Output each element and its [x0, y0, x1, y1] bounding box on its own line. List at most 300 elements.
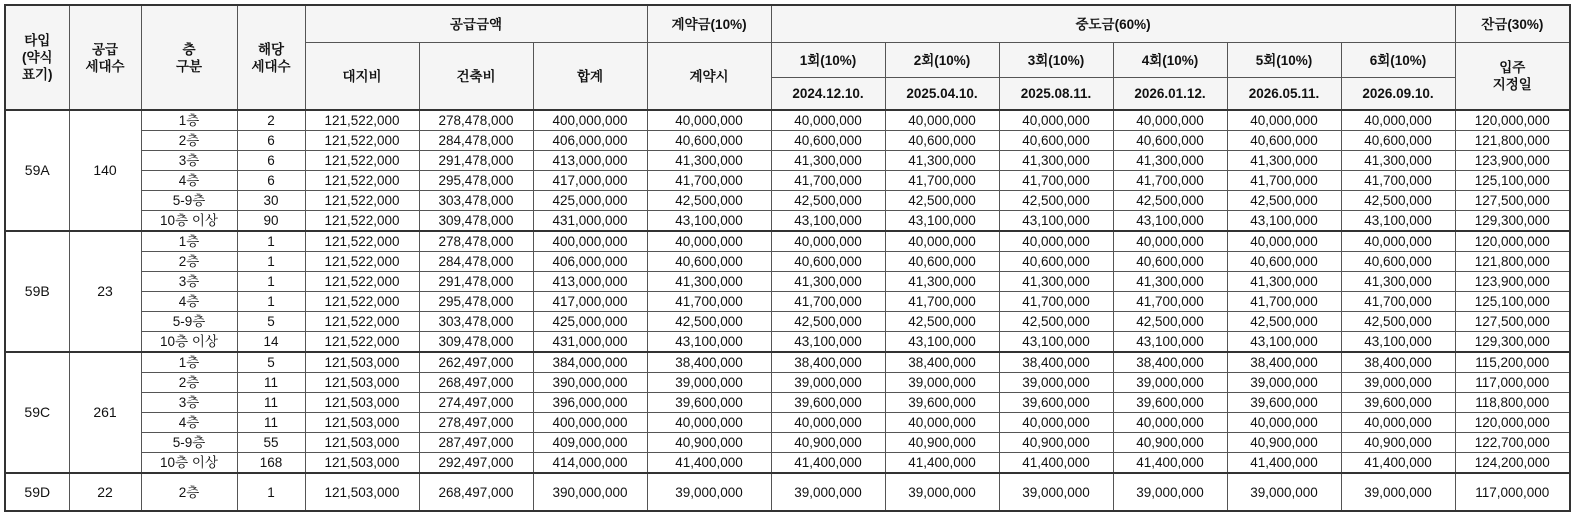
unit-count-cell: 14 — [237, 332, 305, 353]
table-row — [5, 252, 1570, 272]
floor-cell: 4층 — [141, 292, 237, 312]
balance-cell: 121,800,000 — [1455, 252, 1570, 272]
total-cell: 417,000,000 — [533, 292, 647, 312]
installment-cell: 38,400,000 — [999, 352, 1113, 373]
table-row — [5, 231, 1570, 252]
installment-cell: 41,400,000 — [1227, 453, 1341, 474]
installment-cell: 40,900,000 — [1227, 433, 1341, 453]
installment-cell: 41,700,000 — [1227, 292, 1341, 312]
installment-cell: 40,600,000 — [1341, 131, 1455, 151]
balance-cell: 123,900,000 — [1455, 272, 1570, 292]
installment-cell: 39,000,000 — [1113, 373, 1227, 393]
installment-cell: 41,700,000 — [999, 292, 1113, 312]
installment-cell: 42,500,000 — [999, 312, 1113, 332]
installment-cell: 41,300,000 — [885, 151, 999, 171]
table-row — [5, 110, 1570, 131]
total-cell: 417,000,000 — [533, 171, 647, 191]
total-cell: 406,000,000 — [533, 131, 647, 151]
building-cell: 278,478,000 — [419, 110, 533, 131]
installment-cell: 40,000,000 — [1227, 110, 1341, 131]
building-cell: 303,478,000 — [419, 191, 533, 211]
installment-cell: 40,000,000 — [771, 110, 885, 131]
installment-cell: 40,000,000 — [999, 413, 1113, 433]
installment-cell: 41,300,000 — [1341, 272, 1455, 292]
land-cell: 121,522,000 — [305, 191, 419, 211]
unit-count-cell: 5 — [237, 312, 305, 332]
installment-cell: 40,000,000 — [885, 413, 999, 433]
balance-cell: 127,500,000 — [1455, 191, 1570, 211]
building-cell: 278,478,000 — [419, 231, 533, 252]
installment-cell: 39,000,000 — [1113, 473, 1227, 511]
balance-cell: 121,800,000 — [1455, 131, 1570, 151]
installment-cell: 41,400,000 — [1341, 453, 1455, 474]
installment-cell: 40,000,000 — [1113, 413, 1227, 433]
table-row — [5, 171, 1570, 191]
supply-units-cell: 140 — [69, 110, 141, 231]
deposit-cell: 38,400,000 — [647, 352, 771, 373]
total-cell: 413,000,000 — [533, 272, 647, 292]
land-cell: 121,522,000 — [305, 110, 419, 131]
deposit-cell: 43,100,000 — [647, 211, 771, 232]
installment-cell: 39,000,000 — [999, 373, 1113, 393]
table-row — [5, 413, 1570, 433]
type-cell: 59C — [5, 352, 69, 473]
header-installment-date: 2026.01.12. — [1113, 78, 1227, 111]
header-installment-date: 2026.09.10. — [1341, 78, 1455, 111]
floor-cell: 2층 — [141, 252, 237, 272]
installment-cell: 39,000,000 — [771, 373, 885, 393]
installment-cell: 41,700,000 — [771, 292, 885, 312]
header-installment-label: 6회(10%) — [1341, 43, 1455, 78]
installment-cell: 41,300,000 — [1113, 272, 1227, 292]
total-cell: 400,000,000 — [533, 231, 647, 252]
installment-cell: 43,100,000 — [1227, 332, 1341, 353]
installment-cell: 38,400,000 — [1227, 352, 1341, 373]
balance-cell: 125,100,000 — [1455, 171, 1570, 191]
unit-count-cell: 1 — [237, 473, 305, 511]
total-cell: 384,000,000 — [533, 352, 647, 373]
floor-cell: 5-9층 — [141, 312, 237, 332]
installment-cell: 40,000,000 — [999, 110, 1113, 131]
balance-cell: 125,100,000 — [1455, 292, 1570, 312]
floor-cell: 10층 이상 — [141, 453, 237, 474]
table-row — [5, 151, 1570, 171]
total-cell: 406,000,000 — [533, 252, 647, 272]
installment-cell: 42,500,000 — [1341, 191, 1455, 211]
installment-cell: 43,100,000 — [1113, 332, 1227, 353]
unit-count-cell: 5 — [237, 352, 305, 373]
header-supply-price: 공급금액 — [305, 5, 647, 43]
installment-cell: 43,100,000 — [1341, 332, 1455, 353]
installment-cell: 42,500,000 — [885, 312, 999, 332]
installment-cell: 41,300,000 — [1341, 151, 1455, 171]
table-row — [5, 393, 1570, 413]
deposit-cell: 40,600,000 — [647, 131, 771, 151]
land-cell: 121,522,000 — [305, 151, 419, 171]
price-table-body — [5, 110, 1570, 511]
header-installment-label: 5회(10%) — [1227, 43, 1341, 78]
table-row — [5, 473, 1570, 511]
building-cell: 274,497,000 — [419, 393, 533, 413]
installment-cell: 41,700,000 — [1227, 171, 1341, 191]
balance-cell: 120,000,000 — [1455, 413, 1570, 433]
balance-cell: 118,800,000 — [1455, 393, 1570, 413]
header-supply-units: 공급 세대수 — [69, 5, 141, 110]
type-cell: 59B — [5, 231, 69, 352]
header-installment-date: 2025.04.10. — [885, 78, 999, 111]
installment-cell: 41,300,000 — [1227, 151, 1341, 171]
installment-cell: 41,700,000 — [999, 171, 1113, 191]
installment-cell: 41,700,000 — [1113, 292, 1227, 312]
supply-units-cell: 22 — [69, 473, 141, 511]
installment-cell: 41,700,000 — [1341, 171, 1455, 191]
total-cell: 413,000,000 — [533, 151, 647, 171]
installment-cell: 40,600,000 — [999, 252, 1113, 272]
installment-cell: 40,900,000 — [1341, 433, 1455, 453]
unit-count-cell: 11 — [237, 393, 305, 413]
balance-cell: 127,500,000 — [1455, 312, 1570, 332]
unit-count-cell: 55 — [237, 433, 305, 453]
installment-cell: 41,700,000 — [885, 292, 999, 312]
header-deposit-timing: 계약시 — [647, 43, 771, 111]
floor-cell: 10층 이상 — [141, 211, 237, 232]
installment-cell: 40,000,000 — [771, 413, 885, 433]
land-cell: 121,503,000 — [305, 473, 419, 511]
installment-cell: 41,300,000 — [1227, 272, 1341, 292]
header-deposit: 계약금(10%) — [647, 5, 771, 43]
installment-cell: 41,700,000 — [1341, 292, 1455, 312]
installment-cell: 40,900,000 — [1113, 433, 1227, 453]
header-installment-label: 2회(10%) — [885, 43, 999, 78]
table-row — [5, 433, 1570, 453]
installment-cell: 40,900,000 — [999, 433, 1113, 453]
deposit-cell: 42,500,000 — [647, 312, 771, 332]
installment-cell: 41,400,000 — [885, 453, 999, 474]
installment-cell: 40,600,000 — [771, 252, 885, 272]
installment-cell: 39,600,000 — [1227, 393, 1341, 413]
table-row — [5, 352, 1570, 373]
total-cell: 390,000,000 — [533, 373, 647, 393]
land-cell: 121,503,000 — [305, 413, 419, 433]
land-cell: 121,522,000 — [305, 292, 419, 312]
unit-count-cell: 6 — [237, 131, 305, 151]
installment-cell: 43,100,000 — [1227, 211, 1341, 232]
installment-cell: 40,600,000 — [771, 131, 885, 151]
installment-cell: 42,500,000 — [1113, 312, 1227, 332]
table-row — [5, 292, 1570, 312]
deposit-cell: 39,000,000 — [647, 473, 771, 511]
installment-cell: 42,500,000 — [771, 191, 885, 211]
unit-count-cell: 6 — [237, 171, 305, 191]
unit-count-cell: 1 — [237, 292, 305, 312]
land-cell: 121,522,000 — [305, 231, 419, 252]
header-land-cost: 대지비 — [305, 43, 419, 111]
installment-cell: 39,000,000 — [1341, 473, 1455, 511]
installment-cell: 42,500,000 — [999, 191, 1113, 211]
installment-cell: 40,000,000 — [1341, 413, 1455, 433]
installment-cell: 41,400,000 — [771, 453, 885, 474]
installment-cell: 43,100,000 — [771, 332, 885, 353]
installment-cell: 39,000,000 — [885, 473, 999, 511]
installment-cell: 42,500,000 — [1341, 312, 1455, 332]
table-row — [5, 312, 1570, 332]
balance-cell: 115,200,000 — [1455, 352, 1570, 373]
total-cell: 390,000,000 — [533, 473, 647, 511]
installment-cell: 41,300,000 — [885, 272, 999, 292]
header-installment-date: 2026.05.11. — [1227, 78, 1341, 111]
total-cell: 400,000,000 — [533, 110, 647, 131]
installment-cell: 42,500,000 — [1113, 191, 1227, 211]
floor-cell: 3층 — [141, 151, 237, 171]
header-middle-payment: 중도금(60%) — [771, 5, 1455, 43]
header-installment-date: 2024.12.10. — [771, 78, 885, 111]
installment-cell: 40,000,000 — [885, 231, 999, 252]
total-cell: 414,000,000 — [533, 453, 647, 474]
floor-cell: 2층 — [141, 473, 237, 511]
total-cell: 409,000,000 — [533, 433, 647, 453]
installment-cell: 41,700,000 — [885, 171, 999, 191]
total-cell: 400,000,000 — [533, 413, 647, 433]
building-cell: 284,478,000 — [419, 131, 533, 151]
unit-count-cell: 1 — [237, 231, 305, 252]
installment-cell: 39,000,000 — [999, 473, 1113, 511]
installment-cell: 39,600,000 — [885, 393, 999, 413]
balance-cell: 123,900,000 — [1455, 151, 1570, 171]
land-cell: 121,522,000 — [305, 131, 419, 151]
land-cell: 121,503,000 — [305, 352, 419, 373]
installment-cell: 41,400,000 — [1113, 453, 1227, 474]
deposit-cell: 42,500,000 — [647, 191, 771, 211]
header-unit-count: 해당 세대수 — [237, 5, 305, 110]
total-cell: 425,000,000 — [533, 191, 647, 211]
building-cell: 268,497,000 — [419, 473, 533, 511]
installment-cell: 40,600,000 — [1227, 252, 1341, 272]
installment-cell: 41,300,000 — [771, 272, 885, 292]
supply-units-cell: 261 — [69, 352, 141, 473]
total-cell: 431,000,000 — [533, 332, 647, 353]
header-building-cost: 건축비 — [419, 43, 533, 111]
type-cell: 59D — [5, 473, 69, 511]
installment-cell: 41,700,000 — [771, 171, 885, 191]
installment-cell: 39,000,000 — [885, 373, 999, 393]
installment-cell: 41,300,000 — [999, 272, 1113, 292]
balance-cell: 117,000,000 — [1455, 373, 1570, 393]
floor-cell: 2층 — [141, 131, 237, 151]
installment-cell: 40,000,000 — [1341, 110, 1455, 131]
installment-cell: 39,000,000 — [1227, 473, 1341, 511]
table-row — [5, 453, 1570, 474]
installment-cell: 43,100,000 — [1113, 211, 1227, 232]
installment-cell: 40,000,000 — [1227, 231, 1341, 252]
table-row — [5, 191, 1570, 211]
installment-cell: 43,100,000 — [885, 211, 999, 232]
unit-count-cell: 168 — [237, 453, 305, 474]
balance-cell: 120,000,000 — [1455, 110, 1570, 131]
installment-cell: 43,100,000 — [999, 332, 1113, 353]
total-cell: 425,000,000 — [533, 312, 647, 332]
floor-cell: 5-9층 — [141, 433, 237, 453]
installment-cell: 40,600,000 — [885, 252, 999, 272]
floor-cell: 4층 — [141, 413, 237, 433]
balance-cell: 122,700,000 — [1455, 433, 1570, 453]
floor-cell: 1층 — [141, 231, 237, 252]
building-cell: 295,478,000 — [419, 171, 533, 191]
deposit-cell: 41,300,000 — [647, 151, 771, 171]
land-cell: 121,503,000 — [305, 393, 419, 413]
installment-cell: 42,500,000 — [1227, 191, 1341, 211]
balance-cell: 129,300,000 — [1455, 211, 1570, 232]
table-row — [5, 211, 1570, 232]
building-cell: 291,478,000 — [419, 272, 533, 292]
floor-cell: 3층 — [141, 272, 237, 292]
unit-count-cell: 1 — [237, 252, 305, 272]
table-row — [5, 272, 1570, 292]
installment-cell: 39,600,000 — [999, 393, 1113, 413]
total-cell: 396,000,000 — [533, 393, 647, 413]
deposit-cell: 40,000,000 — [647, 110, 771, 131]
installment-cell: 43,100,000 — [771, 211, 885, 232]
installment-cell: 41,300,000 — [1113, 151, 1227, 171]
floor-cell: 5-9층 — [141, 191, 237, 211]
deposit-cell: 41,700,000 — [647, 171, 771, 191]
land-cell: 121,522,000 — [305, 332, 419, 353]
floor-cell: 10층 이상 — [141, 332, 237, 353]
installment-cell: 40,000,000 — [999, 231, 1113, 252]
land-cell: 121,503,000 — [305, 453, 419, 474]
unit-count-cell: 1 — [237, 272, 305, 292]
deposit-cell: 41,700,000 — [647, 292, 771, 312]
installment-cell: 41,400,000 — [999, 453, 1113, 474]
installment-cell: 41,700,000 — [1113, 171, 1227, 191]
installment-cell: 43,100,000 — [885, 332, 999, 353]
building-cell: 292,497,000 — [419, 453, 533, 474]
unit-count-cell: 2 — [237, 110, 305, 131]
installment-cell: 40,000,000 — [1113, 231, 1227, 252]
header-type: 타입 (약식 표기) — [5, 5, 69, 110]
supply-price-table — [4, 4, 1571, 512]
installment-cell: 40,900,000 — [885, 433, 999, 453]
installment-cell: 41,300,000 — [999, 151, 1113, 171]
installment-cell: 38,400,000 — [771, 352, 885, 373]
land-cell: 121,522,000 — [305, 272, 419, 292]
floor-cell: 4층 — [141, 171, 237, 191]
installment-cell: 39,000,000 — [1227, 373, 1341, 393]
installment-cell: 38,400,000 — [885, 352, 999, 373]
floor-cell: 3층 — [141, 393, 237, 413]
header-installment-date: 2025.08.11. — [999, 78, 1113, 111]
deposit-cell: 40,000,000 — [647, 413, 771, 433]
building-cell: 291,478,000 — [419, 151, 533, 171]
table-row — [5, 373, 1570, 393]
header-installment-label: 1회(10%) — [771, 43, 885, 78]
installment-cell: 40,600,000 — [1113, 131, 1227, 151]
deposit-cell: 41,300,000 — [647, 272, 771, 292]
building-cell: 295,478,000 — [419, 292, 533, 312]
land-cell: 121,522,000 — [305, 211, 419, 232]
unit-count-cell: 6 — [237, 151, 305, 171]
land-cell: 121,522,000 — [305, 312, 419, 332]
installment-cell: 39,000,000 — [771, 473, 885, 511]
balance-cell: 129,300,000 — [1455, 332, 1570, 353]
installment-cell: 40,600,000 — [885, 131, 999, 151]
installment-cell: 43,100,000 — [999, 211, 1113, 232]
unit-count-cell: 11 — [237, 373, 305, 393]
installment-cell: 40,900,000 — [771, 433, 885, 453]
balance-cell: 124,200,000 — [1455, 453, 1570, 474]
installment-cell: 39,600,000 — [1113, 393, 1227, 413]
installment-cell: 40,000,000 — [1227, 413, 1341, 433]
header-balance: 잔금(30%) — [1455, 5, 1570, 43]
floor-cell: 2층 — [141, 373, 237, 393]
total-cell: 431,000,000 — [533, 211, 647, 232]
header-total: 합계 — [533, 43, 647, 111]
building-cell: 287,497,000 — [419, 433, 533, 453]
installment-cell: 40,600,000 — [1341, 252, 1455, 272]
header-installment-label: 3회(10%) — [999, 43, 1113, 78]
installment-cell: 42,500,000 — [771, 312, 885, 332]
installment-cell: 38,400,000 — [1113, 352, 1227, 373]
building-cell: 309,478,000 — [419, 211, 533, 232]
installment-cell: 41,300,000 — [771, 151, 885, 171]
balance-cell: 117,000,000 — [1455, 473, 1570, 511]
land-cell: 121,522,000 — [305, 252, 419, 272]
header-installment-label: 4회(10%) — [1113, 43, 1227, 78]
installment-cell: 40,000,000 — [771, 231, 885, 252]
deposit-cell: 40,600,000 — [647, 252, 771, 272]
installment-cell: 43,100,000 — [1341, 211, 1455, 232]
supply-units-cell: 23 — [69, 231, 141, 352]
installment-cell: 42,500,000 — [885, 191, 999, 211]
header-balance-timing: 입주 지정일 — [1455, 43, 1570, 111]
deposit-cell: 40,000,000 — [647, 231, 771, 252]
deposit-cell: 39,600,000 — [647, 393, 771, 413]
building-cell: 309,478,000 — [419, 332, 533, 353]
building-cell: 284,478,000 — [419, 252, 533, 272]
land-cell: 121,503,000 — [305, 373, 419, 393]
table-row — [5, 131, 1570, 151]
installment-cell: 39,000,000 — [1341, 373, 1455, 393]
installment-cell: 38,400,000 — [1341, 352, 1455, 373]
installment-cell: 39,600,000 — [1341, 393, 1455, 413]
installment-cell: 40,000,000 — [1113, 110, 1227, 131]
installment-cell: 42,500,000 — [1227, 312, 1341, 332]
installment-cell: 40,000,000 — [885, 110, 999, 131]
installment-cell: 40,600,000 — [1227, 131, 1341, 151]
building-cell: 268,497,000 — [419, 373, 533, 393]
unit-count-cell: 30 — [237, 191, 305, 211]
deposit-cell: 40,900,000 — [647, 433, 771, 453]
installment-cell: 40,600,000 — [1113, 252, 1227, 272]
building-cell: 303,478,000 — [419, 312, 533, 332]
installment-cell: 40,600,000 — [999, 131, 1113, 151]
header-floor: 층 구분 — [141, 5, 237, 110]
unit-count-cell: 11 — [237, 413, 305, 433]
installment-cell: 40,000,000 — [1341, 231, 1455, 252]
building-cell: 278,497,000 — [419, 413, 533, 433]
unit-count-cell: 90 — [237, 211, 305, 232]
land-cell: 121,522,000 — [305, 171, 419, 191]
deposit-cell: 41,400,000 — [647, 453, 771, 474]
installment-cell: 39,600,000 — [771, 393, 885, 413]
deposit-cell: 43,100,000 — [647, 332, 771, 353]
building-cell: 262,497,000 — [419, 352, 533, 373]
type-cell: 59A — [5, 110, 69, 231]
floor-cell: 1층 — [141, 110, 237, 131]
table-row — [5, 332, 1570, 353]
land-cell: 121,503,000 — [305, 433, 419, 453]
floor-cell: 1층 — [141, 352, 237, 373]
deposit-cell: 39,000,000 — [647, 373, 771, 393]
